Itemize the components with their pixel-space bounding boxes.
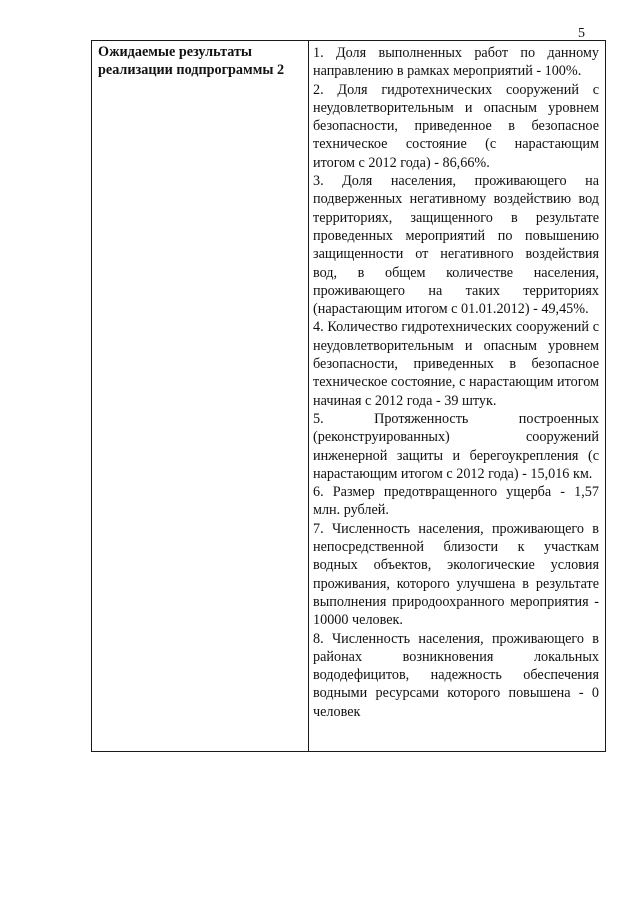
table-row <box>92 41 606 752</box>
result-item-2: 2. Доля гидротехнических сооружений с неудовлетворительным и опасным уровнем безопасности, приведенное в безопасное техническое состояние (с нарастающим итогом с 2012 года) - 86,66%. <box>313 81 599 171</box>
result-item-5: 5. Протяженность построенных (реконструированных) сооружений инженерной защиты и берегоукрепления (с нарастающим итогом с 2012 года) - 15,016 км. <box>313 410 599 482</box>
result-item-4: 4. Количество гидротехнических сооружений с неудовлетворительным и опасным уровнем безопасности, приведенных в безопасное техническое состояние, с нарастающим итогом начиная с 2012 года - 39 штук. <box>313 319 599 409</box>
label-cell <box>92 41 309 752</box>
result-item-8: 8. Численность населения, проживающего в районах возникновения локальных вододефицитов, надежность обеспечения водными ресурсами которого повышена - 0 человек <box>313 630 599 720</box>
row-label: Ожидаемые результаты реализации подпрограммы 2 <box>98 44 285 78</box>
items-cell <box>309 41 606 752</box>
result-item-3: 3. Доля населения, проживающего на подверженных негативному воздействию вод территориях, защищенного в результате проведенных мероприятий по повышению защищенности от негативного воздействия вод, в общем количестве населения, проживающего на таких территориях (нарастающим итогом с 01.01.2012) - 49,45%. <box>313 173 599 318</box>
result-item-7: 7. Численность населения, проживающего в непосредственной близости к участкам водных объектов, экологические условия проживания, которого улучшена в результате выполнения природоохранного мероприятия - 10000 человек. <box>313 520 599 629</box>
result-item-6: 6. Размер предотвращенного ущерба - 1,57 млн. рублей. <box>313 484 599 519</box>
page-number: 5 <box>578 26 585 41</box>
result-item-1: 1. Доля выполненных работ по данному направлению в рамках мероприятий - 100%. <box>313 45 599 80</box>
results-table <box>91 40 606 752</box>
